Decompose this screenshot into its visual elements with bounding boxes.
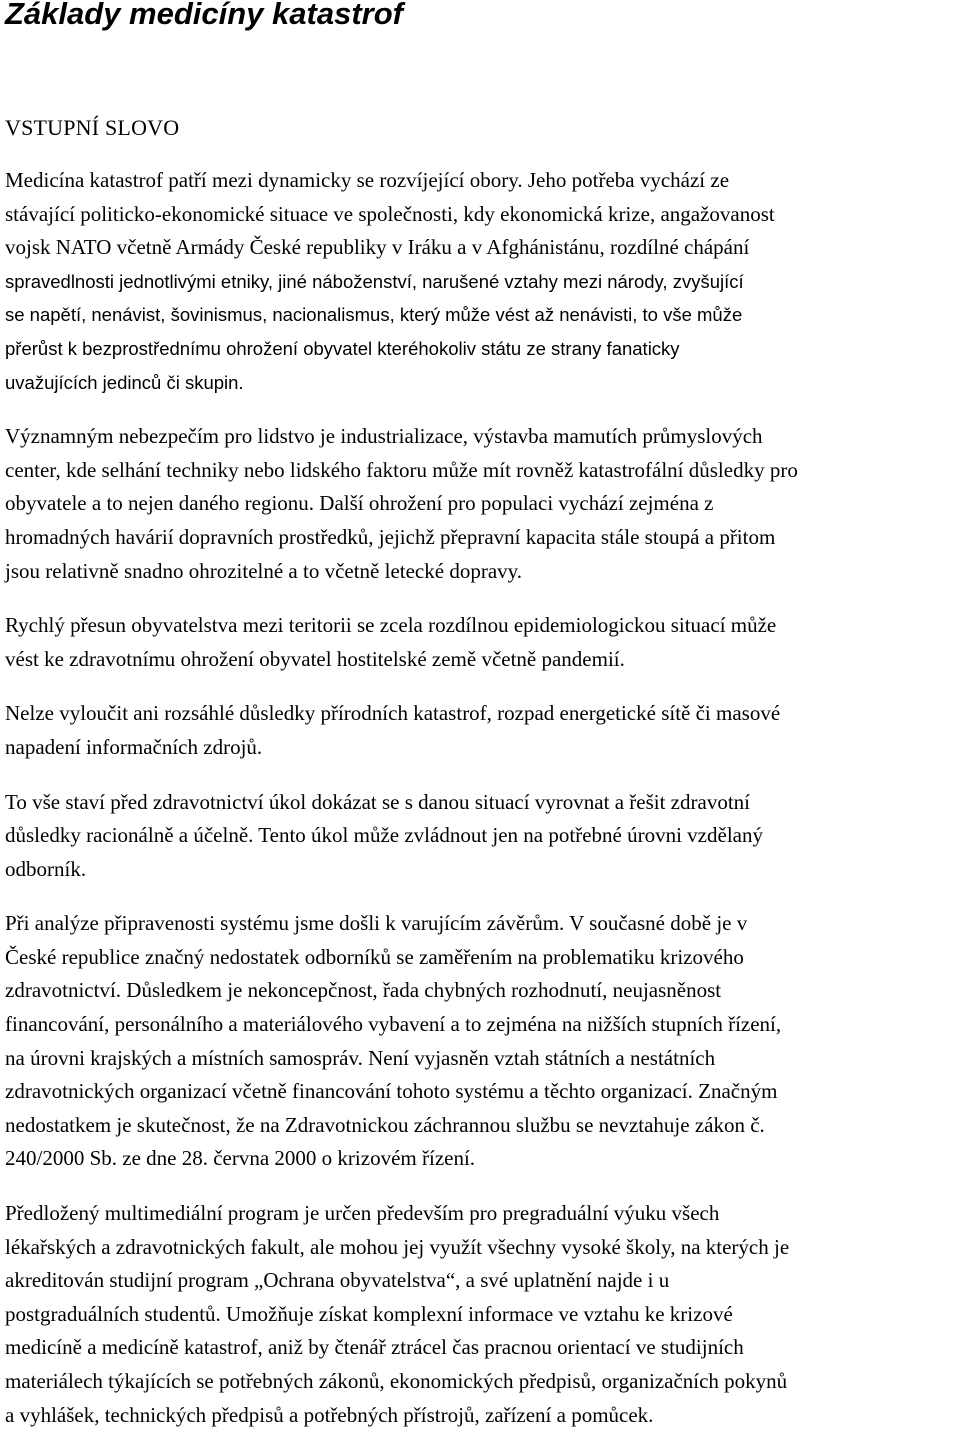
text-line: vojsk NATO včetně Armády České republiky v Iráku a v Afghánistánu, rozdílné chápání (5, 235, 750, 260)
text-line: na úrovni krajských a místních samospráv. Není vyjasněn vztah státních a nestátních (5, 1045, 716, 1070)
paragraph (5, 907, 955, 1176)
text-line: obyvatele a to nejen daného regionu. Další ohrožení pro populaci vychází zejména z (5, 491, 714, 516)
text-line: akreditován studijní program „Ochrana obyvatelstva“, a své uplatnění najde i u (5, 1268, 670, 1293)
text-line: nedostatkem je skutečnost, že na Zdravotnickou záchrannou službu se nevztahuje zákon č. (5, 1112, 765, 1137)
paragraph (5, 420, 955, 588)
text-line: České republice značný nedostatek odborníků se zaměřením na problematiku krizového (5, 944, 744, 969)
text-line: Rychlý přesun obyvatelstva mezi teritorii se zcela rozdílnou epidemiologickou situací může (5, 613, 777, 638)
text-line: odborník. (5, 856, 87, 881)
document-body (5, 164, 955, 1453)
text-line: Při analýze připravenosti systému jsme došli k varujícím závěrům. V současné době je v (5, 911, 748, 936)
paragraph (5, 609, 955, 676)
document-title: Základy medicíny katastrof (5, 0, 403, 31)
section-heading: VSTUPNÍ SLOVO (5, 115, 180, 140)
paragraph (5, 164, 955, 399)
text-line: přerůst k bezprostřednímu ohrožení obyvatel kteréhokoliv státu ze strany fanaticky (5, 337, 680, 359)
text-line: zdravotnictví. Důsledkem je nekoncepčnost, řada chybných rozhodnutí, neujasněnost (5, 978, 722, 1003)
text-line: Předložený multimediální program je určen především pro pregraduální výuku všech (5, 1201, 720, 1226)
text-line: 240/2000 Sb. ze dne 28. června 2000 o krizovém řízení. (5, 1146, 476, 1171)
text-line: zdravotnických organizací včetně financování tohoto systému a těchto organizací. Značným (5, 1079, 778, 1104)
text-line: materiálech týkajících se potřebných zákonů, ekonomických předpisů, organizačních pokynů (5, 1369, 788, 1393)
text-line: To vše staví před zdravotnictví úkol dokázat se s danou situací vyrovnat a řešit zdravotní (5, 789, 750, 814)
paragraph (5, 1197, 955, 1432)
text-line: se napětí, nenávist, šovinismus, nacionalismus, který může vést až nenávisti, to vše může (5, 304, 743, 326)
text-line: napadení informačních zdrojů. (5, 734, 263, 759)
text-line: Medicína katastrof patří mezi dynamicky se rozvíjející obory. Jeho potřeba vychází ze (5, 168, 730, 192)
text-line: Významným nebezpečím pro lidstvo je industrializace, výstavba mamutích průmyslových (5, 424, 763, 449)
text-line: stávající politicko-ekonomické situace ve společnosti, kdy ekonomická krize, angažovanost (5, 201, 775, 226)
text-line: medicíně a medicíně katastrof, aniž by čtenář ztrácel čas pracnou orientací ve studijních (5, 1335, 744, 1360)
text-line: center, kde selhání techniky nebo lidského faktoru může mít rovněž katastrofální důsledky pro (5, 457, 798, 482)
text-line: hromadných havárií dopravních prostředků, jejichž přepravní kapacita stále stoupá a přitom (5, 524, 776, 549)
text-line: lékařských a zdravotnických fakult, ale mohou jej využít všechny vysoké školy, na kterých je (5, 1234, 790, 1259)
text-line: postgraduálních studentů. Umožňuje získat komplexní informace ve vztahu ke krizové (5, 1301, 733, 1326)
text-line: a vyhlášek, technických předpisů a potřebných přístrojů, zařízení a pomůcek. (5, 1402, 654, 1427)
text-line: Nelze vyloučit ani rozsáhlé důsledky přírodních katastrof, rozpad energetické sítě či masové (5, 701, 781, 726)
text-line: uvažujících jedinců či skupin. (5, 371, 244, 393)
text-line: vést ke zdravotnímu ohrožení obyvatel hostitelské země včetně pandemií. (5, 646, 625, 671)
paragraph (5, 697, 955, 764)
text-line: spravedlnosti jednotlivými etniky, jiné náboženství, narušené vztahy mezi národy, zvyšující (5, 270, 744, 292)
text-line: jsou relativně snadno ohrozitelné a to včetně letecké dopravy. (5, 558, 523, 583)
paragraph (5, 786, 955, 887)
text-line: financování, personálního a materiálového vybavení a to zejména na nižších stupních řízení, (5, 1012, 782, 1037)
text-line: důsledky racionálně a účelně. Tento úkol může zvládnout jen na potřebné úrovni vzdělaný (5, 823, 763, 848)
